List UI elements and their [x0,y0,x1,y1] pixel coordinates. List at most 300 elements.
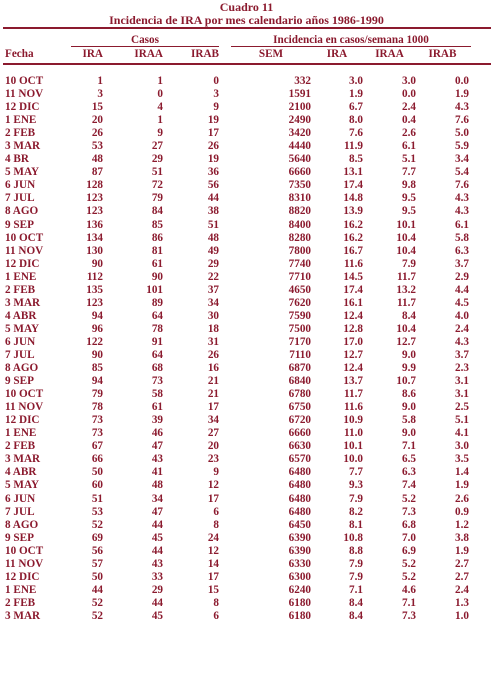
irab-cell: 17 [207,127,219,140]
fecha-cell: 10 OCT [5,231,44,244]
sem-cell: 7740 [288,257,311,270]
fecha-cell: 1 ENE [5,427,37,440]
table-row [3,388,491,401]
inc-ira-cell: 8.2 [349,505,363,518]
table-caption [0,0,493,27]
iraa-cell: 1 [157,75,163,88]
table-row [3,466,491,479]
inc-iraa-cell: 8.6 [402,388,416,401]
ira-cell: 15 [91,101,103,114]
inc-iraa-cell: 6.3 [402,466,416,479]
table-row [3,245,491,258]
inc-ira-cell: 17.4 [343,283,363,296]
fecha-cell: 3 MAR [5,140,41,153]
iraa-cell: 81 [151,244,163,257]
iraa-cell: 34 [151,492,163,505]
inc-iraa-cell: 7.3 [402,609,416,622]
inc-ira-cell: 1.9 [349,88,363,101]
iraa-cell: 43 [151,453,163,466]
inc-ira-cell: 16.2 [343,218,363,231]
table-row [3,166,491,179]
inc-iraa-cell: 8.4 [402,309,416,322]
inc-irab-cell: 1.0 [455,609,469,622]
irab-cell: 17 [207,570,219,583]
ira-cell: 69 [91,531,103,544]
iraa-cell: 58 [151,388,163,401]
iraa-cell: 85 [151,218,163,231]
inc-iraa-cell: 13.2 [396,283,416,296]
inc-irab-cell: 2.4 [455,583,469,596]
iraa-cell: 48 [151,479,163,492]
irab-cell: 16 [207,362,219,375]
irab-cell: 48 [207,231,219,244]
inc-ira-cell: 8.4 [349,609,363,622]
iraa-cell: 90 [151,270,163,283]
iraa-cell: 91 [151,335,163,348]
iraa-cell: 29 [151,153,163,166]
sem-cell: 6450 [288,518,311,531]
inc-irab-cell: 2.9 [455,270,469,283]
irab-cell: 27 [207,427,219,440]
inc-iraa-cell: 11.7 [397,270,416,283]
irab-cell: 15 [207,583,219,596]
table-row [3,506,491,519]
inc-iraa-cell: 7.4 [402,479,416,492]
irab-cell: 8 [213,518,219,531]
sem-cell: 7500 [288,322,311,335]
table-row [3,310,491,323]
fecha-cell: 2 FEB [5,283,36,296]
iraa-cell: 86 [151,231,163,244]
ira-cell: 85 [91,362,103,375]
inc-ira-cell: 7.9 [349,492,363,505]
ira-cell: 79 [91,388,103,401]
fecha-cell: 6 JUN [5,179,36,192]
table-row [3,336,491,349]
ira-cell: 128 [86,179,103,192]
ira-cell: 123 [86,296,103,309]
inc-irab-cell: 1.2 [455,518,469,531]
ira-cell: 50 [91,466,103,479]
inc-ira-cell: 8.4 [349,596,363,609]
inc-iraa-cell: 4.6 [402,583,416,596]
sem-cell: 6660 [288,427,311,440]
table-row [3,519,491,532]
fecha-cell: 9 SEP [5,218,34,231]
iraa-cell: 61 [151,401,163,414]
sem-cell: 7350 [288,179,311,192]
fecha-cell: 11 NOV [5,244,44,257]
inc-irab-cell: 2.5 [455,401,469,414]
inc-ira-cell: 13.1 [343,166,363,179]
inc-irab-cell: 7.6 [455,114,469,127]
sem-cell: 6480 [288,492,311,505]
table-row [3,114,491,127]
inc-irab-cell: 4.4 [455,283,469,296]
inc-iraa-cell: 7.9 [402,257,416,270]
sem-cell: 7710 [288,270,311,283]
inc-ira-cell: 8.0 [349,114,363,127]
table-row [3,427,491,440]
fecha-cell: 12 DIC [5,101,40,114]
iraa-cell: 45 [151,609,163,622]
ira-cell: 73 [91,427,103,440]
inc-ira-cell: 17.4 [343,179,363,192]
inc-iraa-cell: 7.0 [402,531,416,544]
inc-irab-cell: 5.0 [455,127,469,140]
inc-ira-cell: 10.9 [343,414,363,427]
inc-ira-cell: 11.6 [344,257,363,270]
sem-cell: 8280 [288,231,311,244]
table-row [3,610,491,623]
inc-iraa-cell: 9.5 [402,192,416,205]
irab-cell: 31 [207,335,219,348]
inc-ira-cell: 7.1 [349,583,363,596]
ira-cell: 53 [91,505,103,518]
fecha-cell: 2 FEB [5,440,36,453]
iraa-cell: 84 [151,205,163,218]
irab-cell: 20 [207,440,219,453]
sem-cell: 6570 [288,453,311,466]
ira-cell: 66 [91,453,103,466]
col-inc-iraa: IRAA [375,48,404,60]
header-rule [3,64,491,75]
irab-cell: 51 [207,218,219,231]
fecha-cell: 2 FEB [5,127,36,140]
irab-cell: 19 [207,153,219,166]
inc-irab-cell: 2.3 [455,362,469,375]
irab-cell: 21 [207,388,219,401]
ira-cell: 52 [91,609,103,622]
fecha-cell: 5 MAY [5,322,40,335]
inc-irab-cell: 7.6 [455,179,469,192]
ira-cell: 135 [86,283,103,296]
ira-cell: 94 [91,309,103,322]
ira-cell: 44 [91,583,103,596]
inc-ira-cell: 8.5 [349,153,363,166]
inc-irab-cell: 3.1 [455,388,469,401]
table-row [3,453,491,466]
table-row [3,362,491,375]
inc-irab-cell: 1.4 [455,466,469,479]
inc-irab-cell: 3.7 [455,257,469,270]
sem-cell: 5640 [288,153,311,166]
sem-cell: 6480 [288,466,311,479]
table-row [3,597,491,610]
table-row [3,232,491,245]
iraa-cell: 44 [151,596,163,609]
fecha-cell: 12 DIC [5,257,40,270]
inc-iraa-cell: 9.0 [402,349,416,361]
table-row [3,75,491,88]
ira-cell: 52 [91,596,103,609]
inc-ira-cell: 12.4 [343,362,363,375]
inc-irab-cell: 3.5 [455,453,469,466]
table-row [3,192,491,205]
irab-cell: 6 [213,505,219,518]
irab-cell: 18 [207,322,219,335]
iraa-cell: 64 [151,349,163,361]
inc-iraa-cell: 7.1 [402,596,416,609]
iraa-cell: 45 [151,531,163,544]
irab-cell: 22 [207,270,219,283]
ira-cell: 52 [91,518,103,531]
inc-irab-cell: 1.9 [455,479,469,492]
sem-cell: 6180 [288,609,311,622]
col-inc-irab: IRAB [428,48,457,60]
irab-cell: 19 [207,114,219,127]
fecha-cell: 11 NOV [5,557,44,570]
inc-iraa-cell: 5.2 [402,557,416,570]
inc-iraa-cell: 5.8 [402,414,416,427]
iraa-cell: 29 [151,583,163,596]
fecha-cell: 8 AGO [5,362,39,375]
inc-ira-cell: 10.0 [343,453,363,466]
irab-cell: 6 [213,609,219,622]
inc-ira-cell: 14.5 [343,270,363,283]
fecha-cell: 4 ABR [5,466,37,479]
ira-cell: 26 [91,127,103,140]
casos-group-header: Casos [71,33,219,47]
inc-ira-cell: 7.9 [349,570,363,583]
irab-cell: 36 [207,166,219,179]
inc-iraa-cell: 7.7 [402,166,416,179]
ira-cell: 1 [97,75,103,88]
iraa-cell: 78 [151,322,163,335]
ira-cell: 130 [86,244,103,257]
fecha-cell: 4 BR [5,153,29,166]
iraa-cell: 46 [151,427,163,440]
ira-cell: 122 [86,335,103,348]
irab-cell: 37 [207,283,219,296]
fecha-cell: 2 FEB [5,596,36,609]
inc-ira-cell: 13.7 [343,375,363,388]
iraa-cell: 68 [151,362,163,375]
table-row [3,401,491,414]
fecha-cell: 3 MAR [5,609,41,622]
inc-irab-cell: 3.1 [455,375,469,388]
inc-irab-cell: 6.1 [455,218,469,231]
irab-cell: 38 [207,205,219,218]
fecha-cell: 3 MAR [5,296,41,309]
col-irab: IRAB [191,48,219,60]
table-row [3,153,491,166]
inc-irab-cell: 2.4 [455,322,469,335]
inc-ira-cell: 11.9 [344,140,363,153]
fecha-cell: 10 OCT [5,544,44,557]
inc-irab-cell: 4.1 [455,427,469,440]
inc-iraa-cell: 7.3 [402,505,416,518]
irab-cell: 49 [207,244,219,257]
irab-cell: 30 [207,309,219,322]
table-row [3,258,491,271]
col-ira: IRA [82,48,103,60]
irab-cell: 8 [213,596,219,609]
sem-cell: 6330 [288,557,311,570]
iraa-cell: 47 [151,440,163,453]
incidencia-group-header: Incidencia en casos/semana 1000 [231,33,471,47]
ira-cell: 123 [86,205,103,218]
inc-irab-cell: 2.6 [455,492,469,505]
table-row [3,584,491,597]
ira-cell: 56 [91,544,103,557]
table-row [3,88,491,101]
sem-cell: 332 [294,75,311,88]
irab-cell: 14 [207,557,219,570]
ira-cell: 20 [91,114,103,127]
table-row [3,101,491,114]
irab-cell: 0 [213,75,219,88]
fecha-cell: 12 DIC [5,570,40,583]
inc-ira-cell: 12.4 [343,309,363,322]
sem-cell: 8820 [288,205,311,218]
fecha-cell: 8 AGO [5,518,39,531]
sem-cell: 6630 [288,440,311,453]
table-row [3,414,491,427]
iraa-cell: 72 [151,179,163,192]
col-inc-ira: IRA [326,48,348,60]
irab-cell: 21 [207,375,219,388]
table-row [3,440,491,453]
fecha-cell: 10 OCT [5,75,44,88]
table-row [3,140,491,153]
inc-irab-cell: 4.5 [455,296,469,309]
inc-irab-cell: 4.3 [455,205,469,218]
inc-ira-cell: 16.7 [343,244,363,257]
sem-cell: 7620 [288,296,311,309]
sem-cell: 6780 [288,388,311,401]
sem-cell: 2490 [288,114,311,127]
inc-ira-cell: 14.8 [343,192,363,205]
inc-ira-cell: 16.2 [343,231,363,244]
inc-ira-cell: 10.8 [343,531,363,544]
column-header-row [3,47,491,65]
inc-iraa-cell: 10.4 [396,231,416,244]
iraa-cell: 4 [157,101,163,114]
sem-cell: 8310 [288,192,311,205]
fecha-cell: 1 ENE [5,583,37,596]
ira-cell: 50 [91,570,103,583]
ira-cell: 51 [91,492,103,505]
table-row [3,323,491,336]
inc-iraa-cell: 9.0 [402,401,416,414]
inc-iraa-cell: 6.1 [402,140,416,153]
table-row [3,479,491,492]
irab-cell: 26 [207,140,219,153]
inc-iraa-cell: 9.9 [402,362,416,375]
sem-cell: 6180 [288,596,311,609]
sem-cell: 4440 [288,140,311,153]
sem-cell: 7800 [288,244,311,257]
table-row [3,297,491,310]
irab-cell: 26 [207,349,219,361]
fecha-cell: 3 MAR [5,453,41,466]
irab-cell: 9 [213,466,219,479]
iraa-cell: 39 [151,414,163,427]
fecha-cell: 7 JUL [5,505,35,518]
irab-cell: 17 [207,401,219,414]
iraa-cell: 61 [151,257,163,270]
fecha-cell: 1 ENE [5,270,37,283]
iraa-cell: 47 [151,505,163,518]
inc-ira-cell: 12.7 [343,349,363,361]
ira-cell: 90 [91,257,103,270]
ira-cell: 67 [91,440,103,453]
table-row [3,205,491,218]
fecha-cell: 12 DIC [5,414,40,427]
inc-ira-cell: 3.0 [349,75,363,88]
inc-irab-cell: 2.7 [455,570,469,583]
table-body [3,75,491,623]
inc-irab-cell: 0.9 [455,505,469,518]
inc-iraa-cell: 10.4 [396,244,416,257]
sem-cell: 7110 [289,349,311,361]
sem-cell: 6660 [288,166,311,179]
sem-cell: 1591 [288,88,311,101]
ira-cell: 48 [91,153,103,166]
sem-cell: 6870 [288,362,311,375]
fecha-cell: 7 JUL [5,349,35,361]
irab-cell: 12 [207,479,219,492]
inc-ira-cell: 7.7 [349,466,363,479]
iraa-cell: 64 [151,309,163,322]
iraa-cell: 0 [157,88,163,101]
ira-cell: 112 [86,270,103,283]
irab-cell: 17 [207,492,219,505]
table-row [3,179,491,192]
sem-cell: 4650 [288,283,311,296]
col-iraa: IRAA [134,48,163,60]
iraa-cell: 44 [151,518,163,531]
inc-iraa-cell: 9.5 [402,205,416,218]
sem-cell: 6480 [288,479,311,492]
iraa-cell: 9 [157,127,163,140]
iraa-cell: 33 [151,570,163,583]
iraa-cell: 43 [151,557,163,570]
inc-irab-cell: 4.3 [455,192,469,205]
fecha-cell: 10 OCT [5,388,44,401]
inc-ira-cell: 11.0 [344,427,363,440]
inc-iraa-cell: 6.9 [402,544,416,557]
fecha-cell: 5 MAY [5,166,40,179]
irab-cell: 9 [213,101,219,114]
inc-irab-cell: 5.9 [455,140,469,153]
inc-iraa-cell: 6.8 [402,518,416,531]
sem-cell: 6720 [288,414,311,427]
inc-irab-cell: 3.8 [455,531,469,544]
iraa-cell: 27 [151,140,163,153]
inc-iraa-cell: 10.4 [396,322,416,335]
sem-cell: 6390 [288,544,311,557]
iraa-cell: 51 [151,166,163,179]
inc-iraa-cell: 10.7 [396,375,416,388]
inc-iraa-cell: 5.2 [402,570,416,583]
inc-iraa-cell: 3.0 [402,75,416,88]
ira-cell: 136 [86,218,103,231]
col-fecha: Fecha [5,47,34,60]
inc-iraa-cell: 9.8 [402,179,416,192]
sem-cell: 7170 [288,335,311,348]
table-row [3,284,491,297]
iraa-cell: 1 [157,114,163,127]
table-row [3,219,491,232]
fecha-cell: 9 SEP [5,375,34,388]
irab-cell: 23 [207,453,219,466]
inc-iraa-cell: 7.1 [402,440,416,453]
inc-ira-cell: 13.9 [343,205,363,218]
inc-iraa-cell: 10.1 [396,218,416,231]
inc-ira-cell: 11.7 [344,388,363,401]
